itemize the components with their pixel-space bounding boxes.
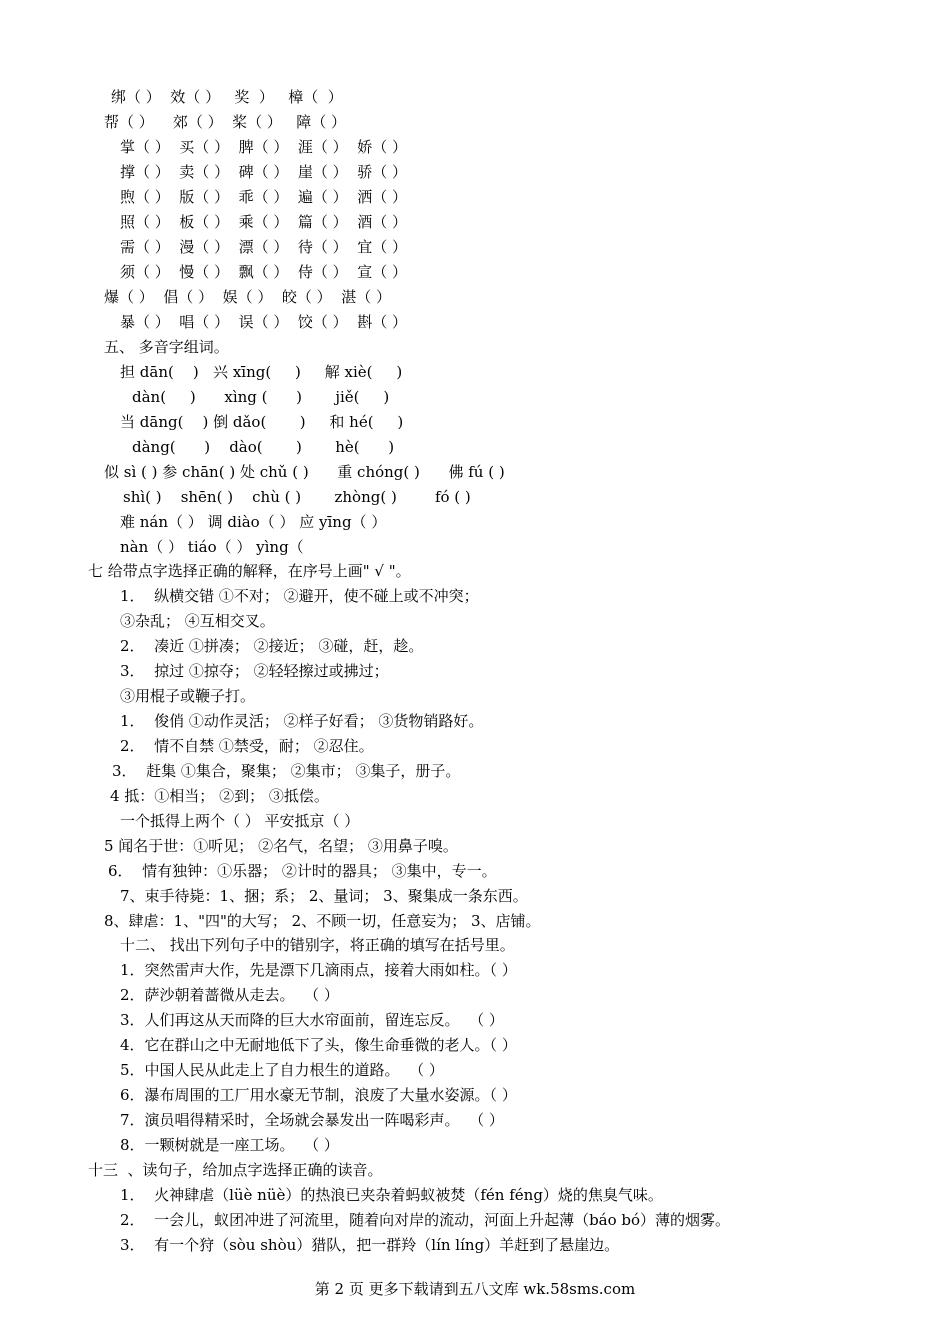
- text-line: 煦（ ） 版（ ） 乖（ ） 遍（ ） 洒（ ）: [120, 188, 407, 206]
- text-line: dàng( ) dào( ) hè( ): [132, 438, 395, 456]
- text-line: 3． 有一个狩（sòu shòu）猎队，把一群羚（lín líng）羊赶到了悬崖边。: [120, 1236, 620, 1254]
- text-line: 3． 掠过 ①掠夺； ②轻轻擦过或拂过；: [120, 662, 389, 680]
- text-line: dàn( ) xìng ( ) jiě( ): [132, 388, 390, 406]
- text-line: ③用棍子或鞭子打。: [120, 687, 256, 705]
- text-line: 8、肆虐：1、"四"的大写； 2、不顾一切，任意妄为； 3、店铺。: [104, 912, 541, 930]
- text-line: 2．萨沙朝着蔷微从走去。 （ ）: [120, 986, 339, 1004]
- section-heading: 五、 多音字组词。: [104, 338, 229, 356]
- text-line: 5 闻名于世：①听见； ②名气，名望； ③用鼻子嗅。: [104, 837, 458, 855]
- text-line: 1． 纵横交错 ①不对； ②避开，使不碰上或不冲突；: [120, 587, 479, 605]
- text-line: 掌（ ） 买（ ） 脾（ ） 涯（ ） 娇（ ）: [120, 138, 407, 156]
- text-line: 照（ ） 板（ ） 乘（ ） 篇（ ） 酒（ ）: [120, 213, 407, 231]
- text-line: 爆（ ） 倡（ ） 娱（ ） 皎（ ） 湛（ ）: [104, 288, 391, 306]
- text-line: ③杂乱； ④互相交叉。: [120, 612, 275, 630]
- page-footer: 第 2 页 更多下载请到五八文库 wk.58sms.com: [314, 1280, 636, 1298]
- text-line: 难 nán（ ） 调 diào（ ） 应 yīng（ ）: [120, 513, 387, 531]
- text-line: 6． 情有独钟：①乐器； ②计时的器具； ③集中，专一。: [108, 862, 497, 880]
- text-line: 2． 一会儿，蚁团冲进了河流里，随着向对岸的流动，河面上升起薄（báo bó）薄的烟雾。: [120, 1211, 731, 1229]
- text-line: 担 dān( ) 兴 xīng( ) 解 xiè( ): [120, 363, 403, 381]
- text-line: 须（ ） 慢（ ） 飘（ ） 侍（ ） 宣（ ）: [120, 263, 407, 281]
- text-line: 撑（ ） 卖（ ） 碑（ ） 崖（ ） 骄（ ）: [120, 163, 407, 181]
- text-line: 绑（ ） 效（ ） 奖 ） 樟（ ）: [111, 88, 343, 106]
- text-line: 似 sì ( ) 参 chān( ) 处 chǔ ( ) 重 chóng( ) 佛 fú ( ): [104, 463, 505, 481]
- text-line: 3． 赶集 ①集合，聚集； ②集市； ③集子，册子。: [112, 762, 461, 780]
- text-line: 2． 凑近 ①拼凑； ②接近； ③碰，赶，趁。: [120, 637, 424, 655]
- text-line: 3．人们再这从天而降的巨大水帘面前，留连忘反。 （ ）: [120, 1011, 504, 1029]
- text-line: 7．演员唱得精采时，全场就会暴发出一阵喝彩声。 （ ）: [120, 1111, 504, 1129]
- text-line: 当 dāng( ) 倒 dǎo( ) 和 hé( ): [120, 413, 404, 431]
- text-line: 4 抵：①相当； ②到； ③抵偿。: [110, 787, 329, 805]
- section-heading: 十三 、读句子，给加点字选择正确的读音。: [88, 1161, 383, 1179]
- text-line: 7、束手待毙：1、捆；系； 2、量词； 3、聚集成一条东西。: [120, 887, 528, 905]
- text-line: 1． 俊俏 ①动作灵活； ②样子好看； ③货物销路好。: [120, 712, 484, 730]
- text-line: 1．突然雷声大作，先是漂下几滴雨点，接着大雨如柱。（ ）: [120, 961, 517, 979]
- text-line: 6．瀑布周围的工厂用水豪无节制，浪废了大量水姿源。（ ）: [120, 1086, 517, 1104]
- text-line: 暴（ ） 唱（ ） 误（ ） 饺（ ） 斟（ ）: [120, 313, 407, 331]
- text-line: 5．中国人民从此走上了自力根生的道路。 （ ）: [120, 1061, 444, 1079]
- text-line: 一个抵得上两个（ ） 平安抵京（ ）: [120, 812, 360, 830]
- section-heading: 十二、 找出下列句子中的错别字，将正确的填写在括号里。: [120, 936, 515, 954]
- section-heading: 七 给带点字选择正确的解释，在序号上画" √ "。: [88, 562, 411, 580]
- text-line: shì( ) shēn( ) chù ( ) zhòng( ) fó ( ): [123, 488, 471, 506]
- text-line: 帮（ ） 郊（ ） 桨（ ） 障（ ）: [104, 113, 346, 131]
- text-line: 4．它在群山之中无耐地低下了头，像生命垂微的老人。（ ）: [120, 1036, 517, 1054]
- text-line: 8．一颗树就是一座工场。 （ ）: [120, 1136, 339, 1154]
- text-line: 2． 情不自禁 ①禁受，耐； ②忍住。: [120, 737, 374, 755]
- text-line: 1． 火神肆虐（lüè nüè）的热浪已夹杂着蚂蚁被焚（fén féng）烧的焦臭气味。: [120, 1186, 663, 1204]
- text-line: nàn（ ） tiáo（ ） yìng（: [120, 538, 304, 556]
- text-line: 需（ ） 漫（ ） 漂（ ） 待（ ） 宜（ ）: [120, 238, 407, 256]
